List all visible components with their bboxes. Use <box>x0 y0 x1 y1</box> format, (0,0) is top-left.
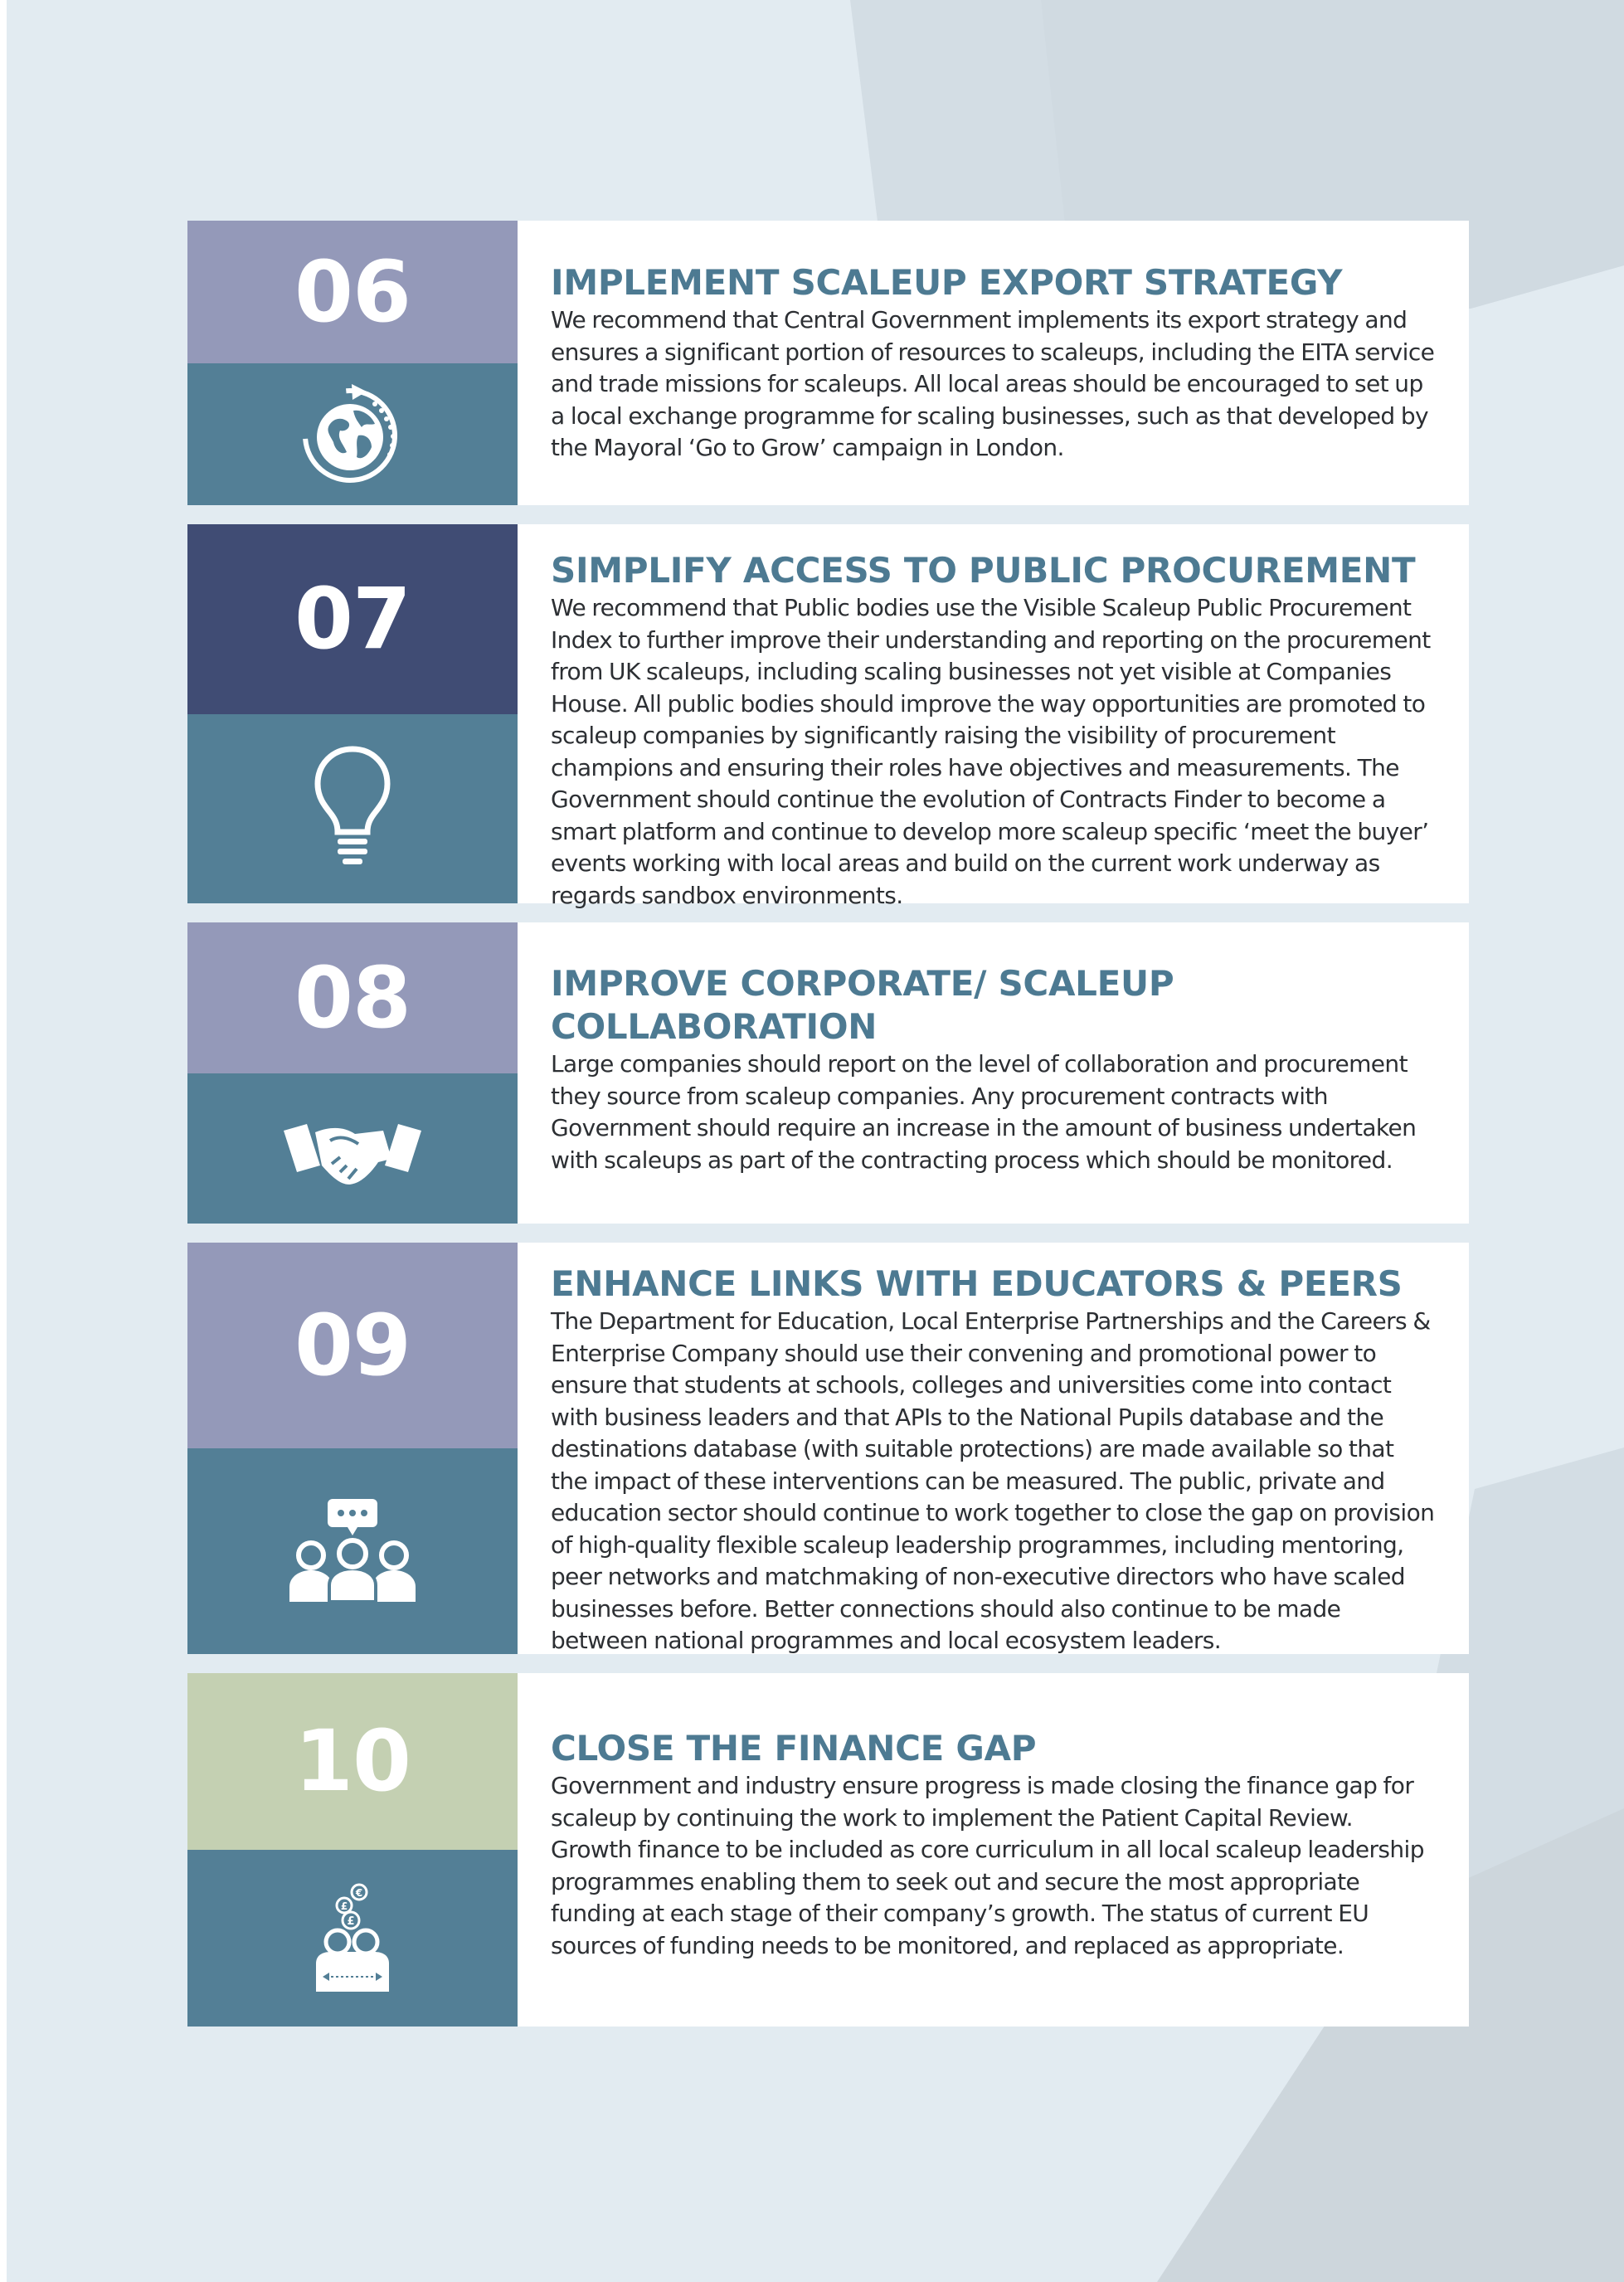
number-block-10 <box>187 1673 518 1850</box>
card-text-09 <box>551 1263 1436 1657</box>
card-body: We recommend that Public bodies use the Visible Scaleup Public Procurement Index to further improve their understanding and reporting on the procurement from UK scaleups, including scaling businesses not yet visible at Companies House. All public bodies should improve the way opportunities are promoted to scaleup companies by significantly raising the visibility of procurement champions and ensuring their roles have objectives and measurements. The Government should continue the evolution of Contracts Finder to become a smart platform and continue to develop more scaleup specific ‘meet the buyer’ events working with local areas and build on the current work underway as regards sandbox environments. <box>551 594 1431 909</box>
finance-people-icon <box>311 1881 394 1997</box>
card-text-07 <box>551 549 1436 912</box>
card-title: CLOSE THE FINANCE GAP <box>551 1728 1037 1769</box>
svg-text:£: £ <box>340 1900 348 1912</box>
globe-arrow-icon <box>299 381 406 489</box>
number-block-07 <box>187 524 518 714</box>
card-text-06 <box>551 261 1436 465</box>
people-speech-icon <box>286 1497 419 1605</box>
card-body: Government and industry ensure progress is made closing the finance gap for scaleup by continuing the work to implement the Patient Capital Review. Growth finance to be included as core curriculum in all local scaleup leadership programmes enabling them to seek out and secure the most appropriate funding at each stage of their company’s growth. The status of current EU sources of funding needs to be monitored, and replaced as appropriate. <box>551 1772 1424 1959</box>
card-06 <box>187 221 1469 505</box>
card-number: 10 <box>294 1712 411 1811</box>
icon-block-08 <box>187 1073 518 1224</box>
number-block-08 <box>187 922 518 1073</box>
card-title: IMPROVE CORPORATE/ SCALEUP COLLABORATION <box>551 963 1174 1047</box>
icon-block-07 <box>187 714 518 903</box>
card-body: Large companies should report on the level of collaboration and procurement they source from scaleup companies. Any procurement contracts with Government should require an increase in the amount of business undertaken with scaleups as part of the contracting process which should be monitored. <box>551 1050 1417 1174</box>
number-block-09 <box>187 1243 518 1448</box>
page-edge <box>0 0 7 2282</box>
card-08 <box>187 922 1469 1224</box>
card-09 <box>187 1243 1469 1654</box>
number-block-06 <box>187 221 518 363</box>
card-body: The Department for Education, Local Enterprise Partnerships and the Careers & Enterprise Company should use their convening and promotional power to ensure that students at schools, colleges and universities come into contact with business leaders and that APIs to the National Pupils database and the destinations database (with suitable protections) are made available so that the impact of these interventions can be measured. The public, private and education sector should continue to work together to close the gap on provision of high-quality flexible scaleup leadership programmes, including mentoring, peer networks and matchmaking of non-executive directors who have scaled businesses before. Better connections should also continue to be made between national programmes and local ecosystem leaders. <box>551 1307 1435 1654</box>
handshake-icon <box>282 1107 423 1190</box>
icon-block-06 <box>187 363 518 505</box>
icon-block-10 <box>187 1850 518 2027</box>
card-title: IMPLEMENT SCALEUP EXPORT STRATEGY <box>551 262 1343 303</box>
card-number: 08 <box>294 948 411 1048</box>
card-number: 07 <box>294 570 411 669</box>
card-title: SIMPLIFY ACCESS TO PUBLIC PROCUREMENT <box>551 550 1416 591</box>
card-body: We recommend that Central Government implements its export strategy and ensures a significant portion of resources to scaleups, including the EITA service and trade missions for scaleups. All local areas should be encouraged to set up a local exchange programme for scaling businesses, such as that developed by the Mayoral ‘Go to Grow’ campaign in London. <box>551 306 1435 461</box>
icon-block-09 <box>187 1448 518 1654</box>
svg-text:£: £ <box>347 1915 355 1928</box>
card-number: 06 <box>294 242 411 342</box>
card-title: ENHANCE LINKS WITH EDUCATORS & PEERS <box>551 1263 1403 1304</box>
card-10 <box>187 1673 1469 2027</box>
card-07 <box>187 524 1469 909</box>
svg-text:€: € <box>355 1886 363 1899</box>
card-text-08 <box>551 962 1436 1176</box>
card-text-10 <box>551 1727 1436 1962</box>
lightbulb-icon <box>311 742 394 875</box>
card-number: 09 <box>294 1296 411 1395</box>
